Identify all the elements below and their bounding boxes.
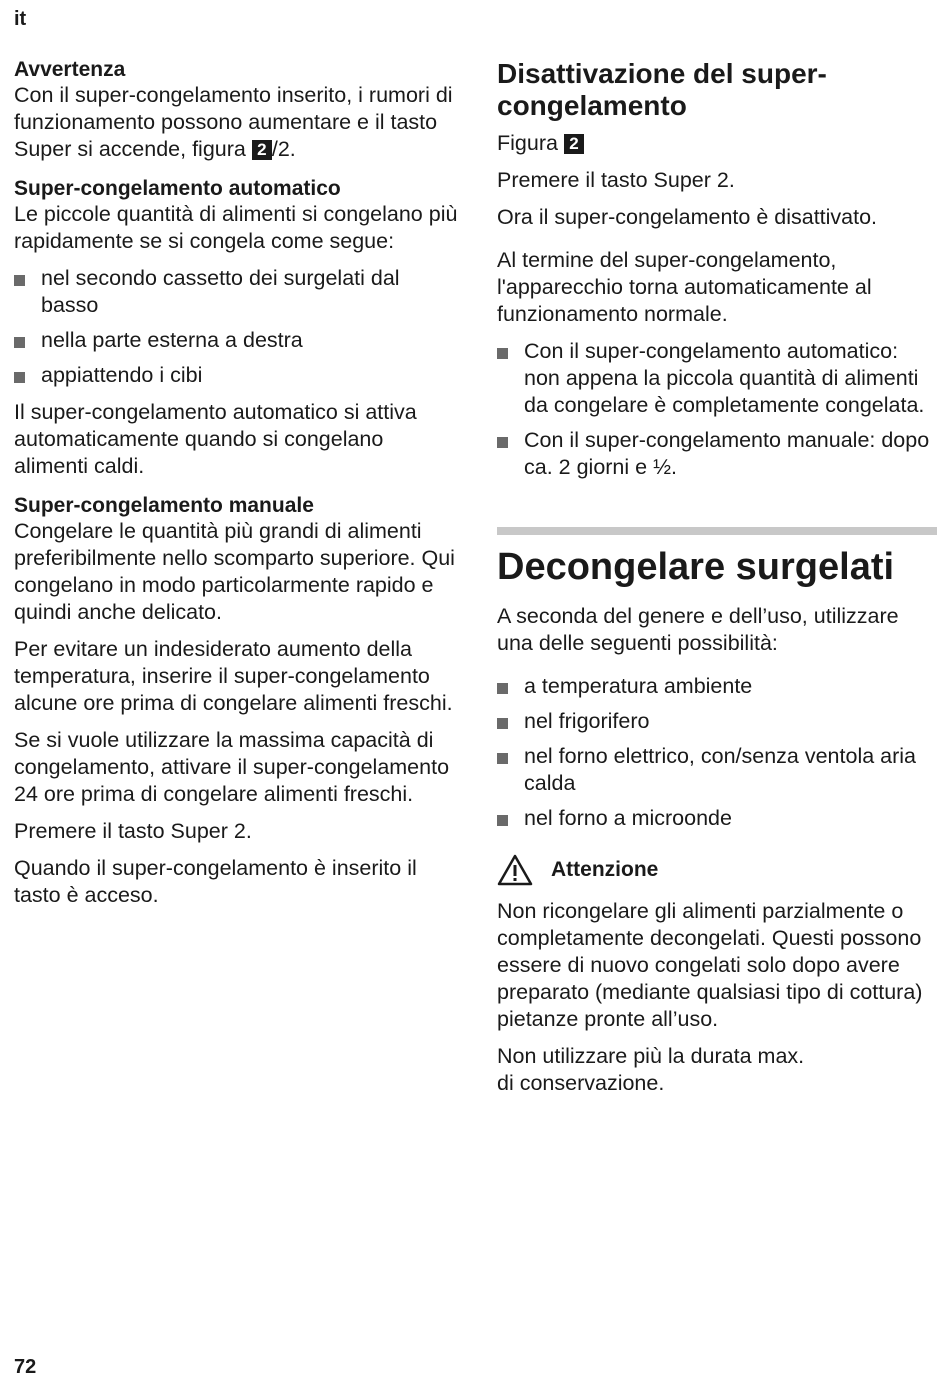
list-item	[14, 265, 459, 319]
deactivation-heading-line-1: Disattivazione del super-	[497, 58, 827, 89]
list-item	[497, 708, 937, 735]
manual-paragraph-1: Congelare le quantità più grandi di alimenti preferibilmente nello scomparto superiore. Qui congelano in modo particolarmente rapido e quindi anche delicato.	[14, 519, 455, 624]
attention-paragraph-2-line-2: di conservazione.	[497, 1071, 665, 1095]
deactivation-heading	[497, 58, 937, 122]
avvertenza-text-end: /2.	[271, 137, 296, 161]
deactivation-list	[497, 338, 937, 481]
list-item-text: nel secondo cassetto dei surgelati dal basso	[41, 266, 400, 317]
deactivation-heading-line-2: congelamento	[497, 90, 687, 121]
right-column	[497, 58, 937, 1107]
list-item-text: Con il super-congelamento automatico: non appena la piccola quantità di alimenti da congelare è completamente congelata.	[524, 339, 925, 417]
list-item	[497, 338, 937, 419]
manual-paragraph-3: Se si vuole utilizzare la massima capacità di congelamento, attivare il super-congelamento 24 ore prima di congelare alimenti freschi.	[14, 728, 450, 806]
attention-paragraph-1: Non ricongelare gli alimenti parzialmente o completamente decongelati. Questi possono essere di nuovo congelati solo dopo avere preparato (mediante qualsiasi tipo di cottura) pietanze pronte all’uso.	[497, 899, 923, 1031]
section-divider	[497, 527, 937, 535]
list-item	[497, 673, 937, 700]
list-item	[497, 805, 937, 832]
warning-triangle-icon	[497, 854, 533, 886]
defrost-intro: A seconda del genere e dell’uso, utilizzare una delle seguenti possibilità:	[497, 604, 899, 655]
list-item	[14, 362, 459, 389]
list-item	[497, 427, 937, 481]
attention-paragraph-2	[497, 1043, 937, 1097]
square-bullet-icon	[14, 275, 25, 286]
auto-list	[14, 265, 459, 389]
list-item-text: Con il super-congelamento manuale: dopo ca. 2 giorni e ½.	[524, 428, 930, 479]
auto-heading: Super-congelamento automatico	[14, 177, 341, 200]
square-bullet-icon	[497, 815, 508, 826]
avvertenza-heading: Avvertenza	[14, 58, 126, 81]
avvertenza-text-part: Con il super-congelamento inserito, i rumori di funzionamento possono aumentare e il tasto Super si accende, figura	[14, 83, 453, 161]
square-bullet-icon	[497, 683, 508, 694]
attention-heading: Attenzione	[551, 858, 659, 881]
list-item-text: appiattendo i cibi	[41, 363, 203, 387]
square-bullet-icon	[497, 753, 508, 764]
figure-ref	[497, 130, 937, 157]
figure-ref-badge: 2	[564, 134, 584, 154]
attention-block	[497, 854, 937, 886]
avvertenza-text	[14, 82, 459, 163]
defrost-list	[497, 673, 937, 832]
deactivation-info: Al termine del super-congelamento, l'apparecchio torna automaticamente al funzionamento normale.	[497, 248, 872, 326]
language-code: it	[14, 8, 27, 30]
page-number: 72	[14, 1356, 37, 1378]
figure-label: Figura	[497, 131, 564, 155]
list-item	[14, 327, 459, 354]
manual-paragraph-2: Per evitare un indesiderato aumento della temperatura, inserire il super-congelamento alcune ore prima di congelare alimenti freschi.	[14, 637, 453, 715]
manual-paragraph-4: Premere il tasto Super 2.	[14, 819, 252, 843]
list-item-text: nella parte esterna a destra	[41, 328, 303, 352]
auto-intro: Le piccole quantità di alimenti si congelano più rapidamente se si congela come segue:	[14, 202, 458, 253]
deactivation-result: Ora il super-congelamento è disattivato.	[497, 205, 878, 229]
square-bullet-icon	[497, 437, 508, 448]
list-item-text: nel forno a microonde	[524, 806, 732, 830]
manual-heading: Super-congelamento manuale	[14, 494, 314, 517]
left-column	[14, 58, 459, 919]
square-bullet-icon	[497, 718, 508, 729]
figure-ref-badge: 2	[252, 140, 272, 160]
attention-paragraph-2-line-1: Non utilizzare più la durata max.	[497, 1044, 805, 1068]
square-bullet-icon	[497, 348, 508, 359]
defrost-heading: Decongelare surgelati	[497, 546, 895, 588]
list-item	[497, 743, 937, 797]
deactivation-step: Premere il tasto Super 2.	[497, 168, 735, 192]
auto-outro: Il super-congelamento automatico si attiva automaticamente quando si congelano alimenti caldi.	[14, 400, 417, 478]
square-bullet-icon	[14, 372, 25, 383]
manual-paragraph-5: Quando il super-congelamento è inserito il tasto è acceso.	[14, 856, 417, 907]
list-item-text: a temperatura ambiente	[524, 674, 753, 698]
list-item-text: nel forno elettrico, con/senza ventola aria calda	[524, 744, 917, 795]
square-bullet-icon	[14, 337, 25, 348]
list-item-text: nel frigorifero	[524, 709, 650, 733]
